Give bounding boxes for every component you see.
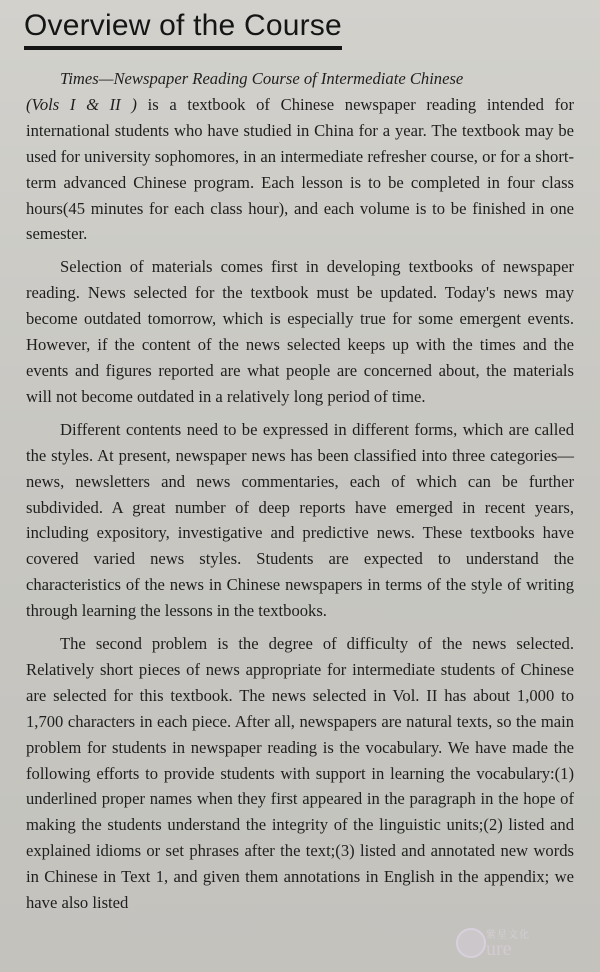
bleed-through-margin: [0, 60, 14, 960]
paragraph-4: The second problem is the degree of difficulty of the news selected. Relatively short pieces of news appropriate for intermediate students of Chinese are selected for this textbook. The news selected in Vol. II has about 1,000 to 1,700 characters in each piece. After all, newspapers are natural texts, so the main problem for students in newspaper reading is the vocabulary. We have made the following efforts to provide students with support in learning the vocabulary:(1) underlined proper names when they first appeared in the paragraph in the hope of making the students understand the integrity of the linguistic units;(2) listed and explained idioms or set phrases after the text;(3) listed and annotated new words in Chinese in Text 1, and given them annotations in English in the appendix; we have also listed: [26, 634, 574, 913]
paragraph-2: Selection of materials comes first in developing textbooks of newspaper reading. News selected for the textbook must be updated. Today's news may become outdated tomorrow, which is especially true for some emergent events. However, if the content of the news selected keeps up with the times and the events and figures reported are what people are concerned about, the materials will not become outdated in a relatively long period of time.: [26, 257, 574, 406]
body-text: [26, 66, 574, 916]
watermark-en: ure: [486, 938, 512, 960]
page-title: Overview of the Course: [24, 8, 342, 50]
book-title: Times—Newspaper Reading Course of Intermediate Chinese: [60, 69, 464, 88]
paragraph-3: Different contents need to be expressed in different forms, which are called the styles. At present, newspaper news has been classified into three categories—news, newsletters and news commentaries, each of which can be further subdivided. A great number of deep reports have emerged in recent years, including expository, investigative and predictive news. These textbooks have covered varied news styles. Students are expected to understand the characteristics of the news in Chinese newspapers in terms of the style of writing through learning the lessons in the textbooks.: [26, 419, 574, 621]
watermark-cn: 紫星文化: [486, 930, 530, 941]
paragraph-1-text: is a textbook of Chinese newspaper reading intended for international students who have studied in China for a year. The textbook may be used for university sophomores, in an intermediate refresher course, or for a short-term advanced Chinese program. Each lesson is to be completed in four class hours(45 minutes for each class hour), and each volume is to be finished in one semester.: [26, 94, 574, 244]
watermark-logo-icon: [456, 928, 486, 958]
paragraph-1: [26, 66, 574, 247]
volume-label: (Vols I & II ): [26, 94, 137, 114]
publisher-watermark: [452, 922, 600, 968]
